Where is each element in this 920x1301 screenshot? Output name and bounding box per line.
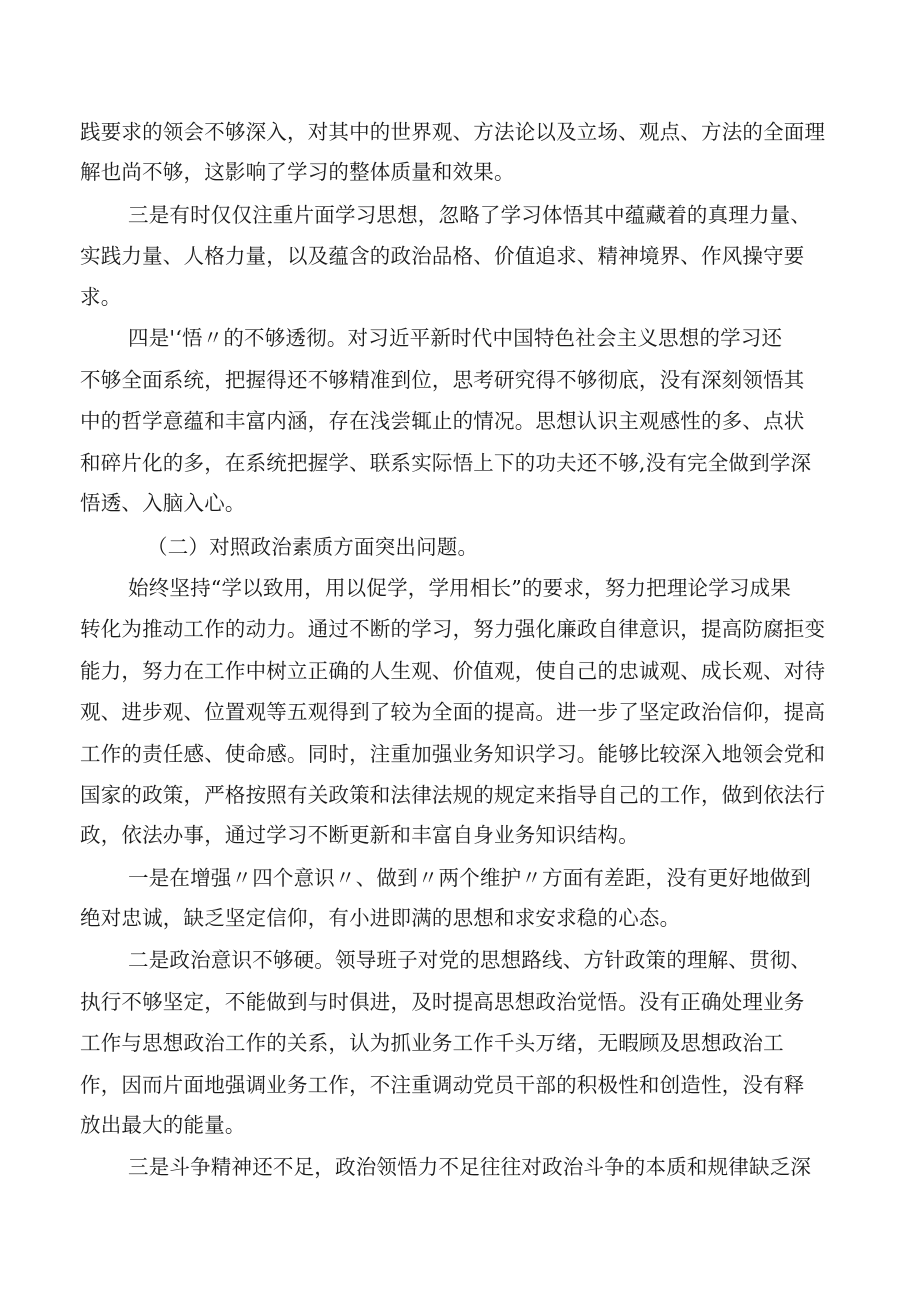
- paragraph-line: 求。: [80, 285, 122, 309]
- paragraph-line: 放出最大的能量。: [80, 1113, 246, 1137]
- section-heading: （二）对照政治素质方面突出问题。: [147, 535, 479, 559]
- paragraph-line: 政，依法办事，通过学习不断更新和丰富自身业务知识结构。: [80, 823, 639, 847]
- paragraph-line: 三是斗争精神还不足，政治领悟力不足往往对政治斗争的本质和规律缺乏深: [128, 1155, 812, 1179]
- paragraph-line: 国家的政策，严格按照有关政策和法律法规的规定来指导自己的工作，做到依法行: [80, 783, 826, 807]
- paragraph-line: 二是政治意识不够硬。领导班子对党的思想路线、方针政策的理解、贯彻、: [128, 948, 812, 972]
- paragraph-line: 观、进步观、位置观等五观得到了较为全面的提高。进一步了坚定政治信仰，提高: [80, 700, 826, 724]
- paragraph-line: 中的哲学意蕴和丰富内涵，存在浅尝辄止的情况。思想认识主观感性的多、点状: [80, 409, 805, 433]
- paragraph-line: 始终坚持“学以致用，用以促学，学用相长”的要求，努力把理论学习成果: [128, 576, 792, 600]
- paragraph-line: 和碎片化的多，在系统把握学、联系实际悟上下的功夫还不够,没有完全做到学深: [80, 451, 812, 475]
- paragraph-line: 不够全面系统，把握得还不够精准到位，思考研究得不够彻底，没有深刻领悟其: [80, 368, 805, 392]
- paragraph-line: 一是在增强〃四个意识〃、做到〃两个维护〃方面有差距，没有更好地做到: [128, 866, 812, 890]
- paragraph-line: 践要求的领会不够深入，对其中的世界观、方法论以及立场、观点、方法的全面理: [80, 120, 826, 144]
- paragraph-line: 转化为推动工作的动力。通过不断的学习，努力强化廉政自律意识，提高防腐拒变: [80, 617, 826, 641]
- paragraph-line: 悟透、入脑入心。: [80, 491, 246, 515]
- paragraph-line: 能力，努力在工作中树立正确的人生观、价值观，使自己的忠诚观、成长观、对待: [80, 659, 826, 683]
- paragraph-line: 工作的责任感、使命感。同时，注重加强业务知识学习。能够比较深入地领会党和: [80, 742, 826, 766]
- paragraph-line: 四是'‘悟〃的不够透彻。对习近平新时代中国特色社会主义思想的学习还: [128, 326, 783, 350]
- paragraph-line: 三是有时仅仅注重片面学习思想，忽略了学习体悟其中蕴藏着的真理力量、: [128, 203, 812, 227]
- paragraph-line: 作，因而片面地强调业务工作，不注重调动党员干部的积极性和创造性，没有释: [80, 1073, 805, 1097]
- paragraph-line: 绝对忠诚，缺乏坚定信仰，有小进即满的思想和求安求稳的心态。: [80, 906, 681, 930]
- paragraph-line: 实践力量、人格力量，以及蕴含的政治品格、价值追求、精神境界、作风操守要: [80, 244, 805, 268]
- paragraph-line: 工作与思想政治工作的关系，认为抓业务工作千头万绪，无暇顾及思想政治工: [80, 1031, 784, 1055]
- paragraph-line: 执行不够坚定，不能做到与时俱进，及时提高思想政治觉悟。没有正确处理业务: [80, 990, 805, 1014]
- paragraph-line: 解也尚不够，这影响了学习的整体质量和效果。: [80, 160, 515, 184]
